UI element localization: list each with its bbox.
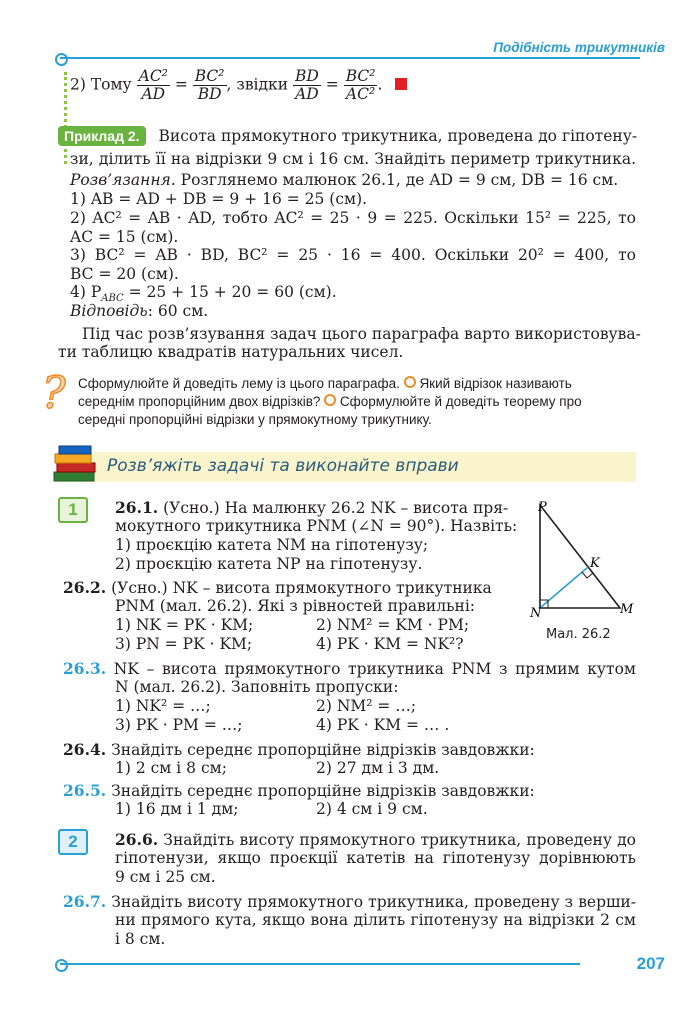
exercise-26-3-option-2: 2) NM² = …;	[316, 697, 417, 715]
fraction-2: $\frac{\text{BC²}}{BD}$	[194, 67, 225, 104]
header-line-circle	[55, 53, 68, 66]
svg-text:?: ?	[42, 370, 66, 416]
exercise-26-1: 26.1. (Усно.) На малюнку 26.2 NK – висота пря-	[115, 498, 509, 517]
vertex-k: K	[590, 556, 600, 571]
solution-intro: Розв’язання. Розглянемо малюнок 26.1, де AD = 9 см, DB = 16 см.	[70, 171, 619, 189]
exercise-26-2-option-2: 2) NM² = KM · PM;	[316, 616, 470, 634]
exercise-26-2-option-3: 3) PN = PK · KM;	[115, 635, 253, 653]
vertex-m: M	[620, 602, 634, 617]
end-of-proof-icon	[395, 78, 407, 90]
circle-marker-icon	[324, 394, 336, 406]
exercise-26-6-line-2: гіпотенузи, якщо проєкції катетів на гіпотенузу дорівнюють	[115, 849, 636, 867]
solution-s2b: AC = 15 (см).	[70, 228, 179, 246]
answer: Відповідь: 60 см.	[70, 302, 209, 320]
exercise-26-2-option-1: 1) NK = PK · KM;	[115, 616, 254, 634]
exercise-26-4-option-1: 1) 2 см і 8 см;	[115, 759, 227, 777]
solution-s2a: 2) AC² = AB · AD, тобто AC² = 25 · 9 = 225. Оскільки 15² = 225, то	[70, 209, 636, 227]
exercise-26-2-option-4: 4) PK · KM = NK²?	[316, 635, 464, 653]
exercise-26-3-line-2: N (мал. 26.2). Заповніть пропуски:	[115, 678, 399, 696]
example-text-2: зи, ділить її на відрізки 9 см і 16 см. Знайдіть периметр трикутника.	[70, 150, 636, 168]
exercise-26-1-line-3: 1) проєкцію катета NM на гіпотенузу;	[115, 536, 429, 554]
solution-s3b: BC = 20 (см).	[70, 265, 179, 283]
exercise-26-7-line-3: і 8 см.	[115, 930, 166, 948]
questions-line-1: Сформулюйте й доведіть лему із цього параграфа. Який відрізок називають	[78, 376, 572, 391]
note-line-1: Під час розв’язування задач цього параграфа варто використовува-	[82, 325, 641, 343]
level-1-marker: 1	[58, 497, 88, 523]
exercise-26-2-line-2: PNM (мал. 26.2). Які з рівностей правильні:	[115, 597, 476, 615]
solution-s3a: 3) BC² = AB · BD, BC² = 25 · 16 = 400. Оскільки 20² = 400, то	[70, 246, 636, 264]
note-line-2: ти таблицю квадратів натуральних чисел.	[58, 343, 404, 361]
exercise-26-5: 26.5. Знайдіть середнє пропорційне відрізків завдовжки:	[63, 781, 535, 800]
exercise-26-7-line-2: ни прямого кута, якщо вона ділить гіпотенузу на відрізки 2 см	[115, 911, 636, 929]
exercise-26-2: 26.2. (Усно.) NK – висота прямокутного трикутника	[63, 578, 492, 597]
exercise-26-4-option-2: 2) 27 дм і 3 дм.	[316, 759, 440, 777]
exercise-26-3: 26.3. NK – висота прямокутного трикутника PNM з прямим кутом	[63, 659, 636, 678]
exercise-26-6-line-3: 9 см і 25 см.	[115, 868, 216, 886]
solution-s1: 1) AB = AD + DB = 9 + 16 = 25 (см).	[70, 190, 368, 208]
footer-line-circle	[55, 959, 68, 972]
vertex-p: P	[538, 500, 547, 515]
solution-step-2: 2) Тому $\frac{\text{AC²}}{AD}$ = $\frac{\text{BC²}}{BD}$ , звідки $\frac{BD}{AD}$ = $\frac{\text{BC²}}{\text{AC²}}$ .	[70, 68, 407, 103]
header-line	[60, 57, 640, 59]
page-number: 207	[636, 954, 665, 973]
exercise-26-4: 26.4. Знайдіть середнє пропорційне відрізків завдовжки:	[63, 740, 535, 759]
vertex-n: N	[530, 606, 542, 621]
figure-caption: Мал. 26.2	[546, 627, 611, 642]
solution-s4: 4) $P_{ABC} = 25 + 15 + 20 = 60$ (см).	[70, 283, 337, 305]
exercise-26-5-option-2: 2) 4 см і 9 см.	[316, 800, 428, 818]
fraction-1: $\frac{\text{AC²}}{AD}$	[138, 67, 168, 104]
books-icon	[52, 444, 102, 484]
example-heading: Приклад 2. Висота прямокутного трикутника, проведена до гіпотену-	[58, 127, 636, 145]
footer-line	[60, 963, 580, 965]
level-2-marker: 2	[58, 829, 88, 855]
fraction-3: $\frac{BD}{AD}$	[295, 67, 319, 104]
example-badge: Приклад 2.	[58, 126, 146, 146]
fraction-4: $\frac{\text{BC²}}{\text{AC²}}$	[345, 67, 376, 104]
exercise-26-3-option-1: 1) NK² = …;	[115, 697, 211, 715]
questions-line-3: середні пропорційні відрізки у прямокутному трикутнику.	[78, 412, 432, 427]
running-header: Подібність трикутників	[493, 40, 665, 55]
exercise-26-6: 26.6. Знайдіть висоту прямокутного трикутника, проведену до	[115, 830, 636, 849]
exercise-26-3-option-3: 3) PK · PM = …;	[115, 716, 243, 734]
figure-26-2	[520, 495, 645, 645]
question-mark-icon	[38, 370, 72, 416]
banner-title: Розв’яжіть задачі та виконайте вправи	[107, 456, 459, 476]
exercise-26-1-line-4: 2) проєкцію катета NP на гіпотенузу.	[115, 555, 423, 573]
questions-line-2: середнім пропорційним двох відрізків? Сформулюйте й доведіть теорему про	[78, 394, 582, 409]
exercise-26-1-line-2: мокутного трикутника PNM (∠N = 90°). Назвіть:	[115, 517, 518, 535]
exercise-26-5-option-1: 1) 16 дм і 1 дм;	[115, 800, 239, 818]
exercise-26-7: 26.7. Знайдіть висоту прямокутного трикутника, проведену з верши-	[63, 892, 637, 911]
exercise-26-3-option-4: 4) PK · KM = … .	[316, 716, 450, 734]
circle-marker-icon	[404, 376, 416, 388]
